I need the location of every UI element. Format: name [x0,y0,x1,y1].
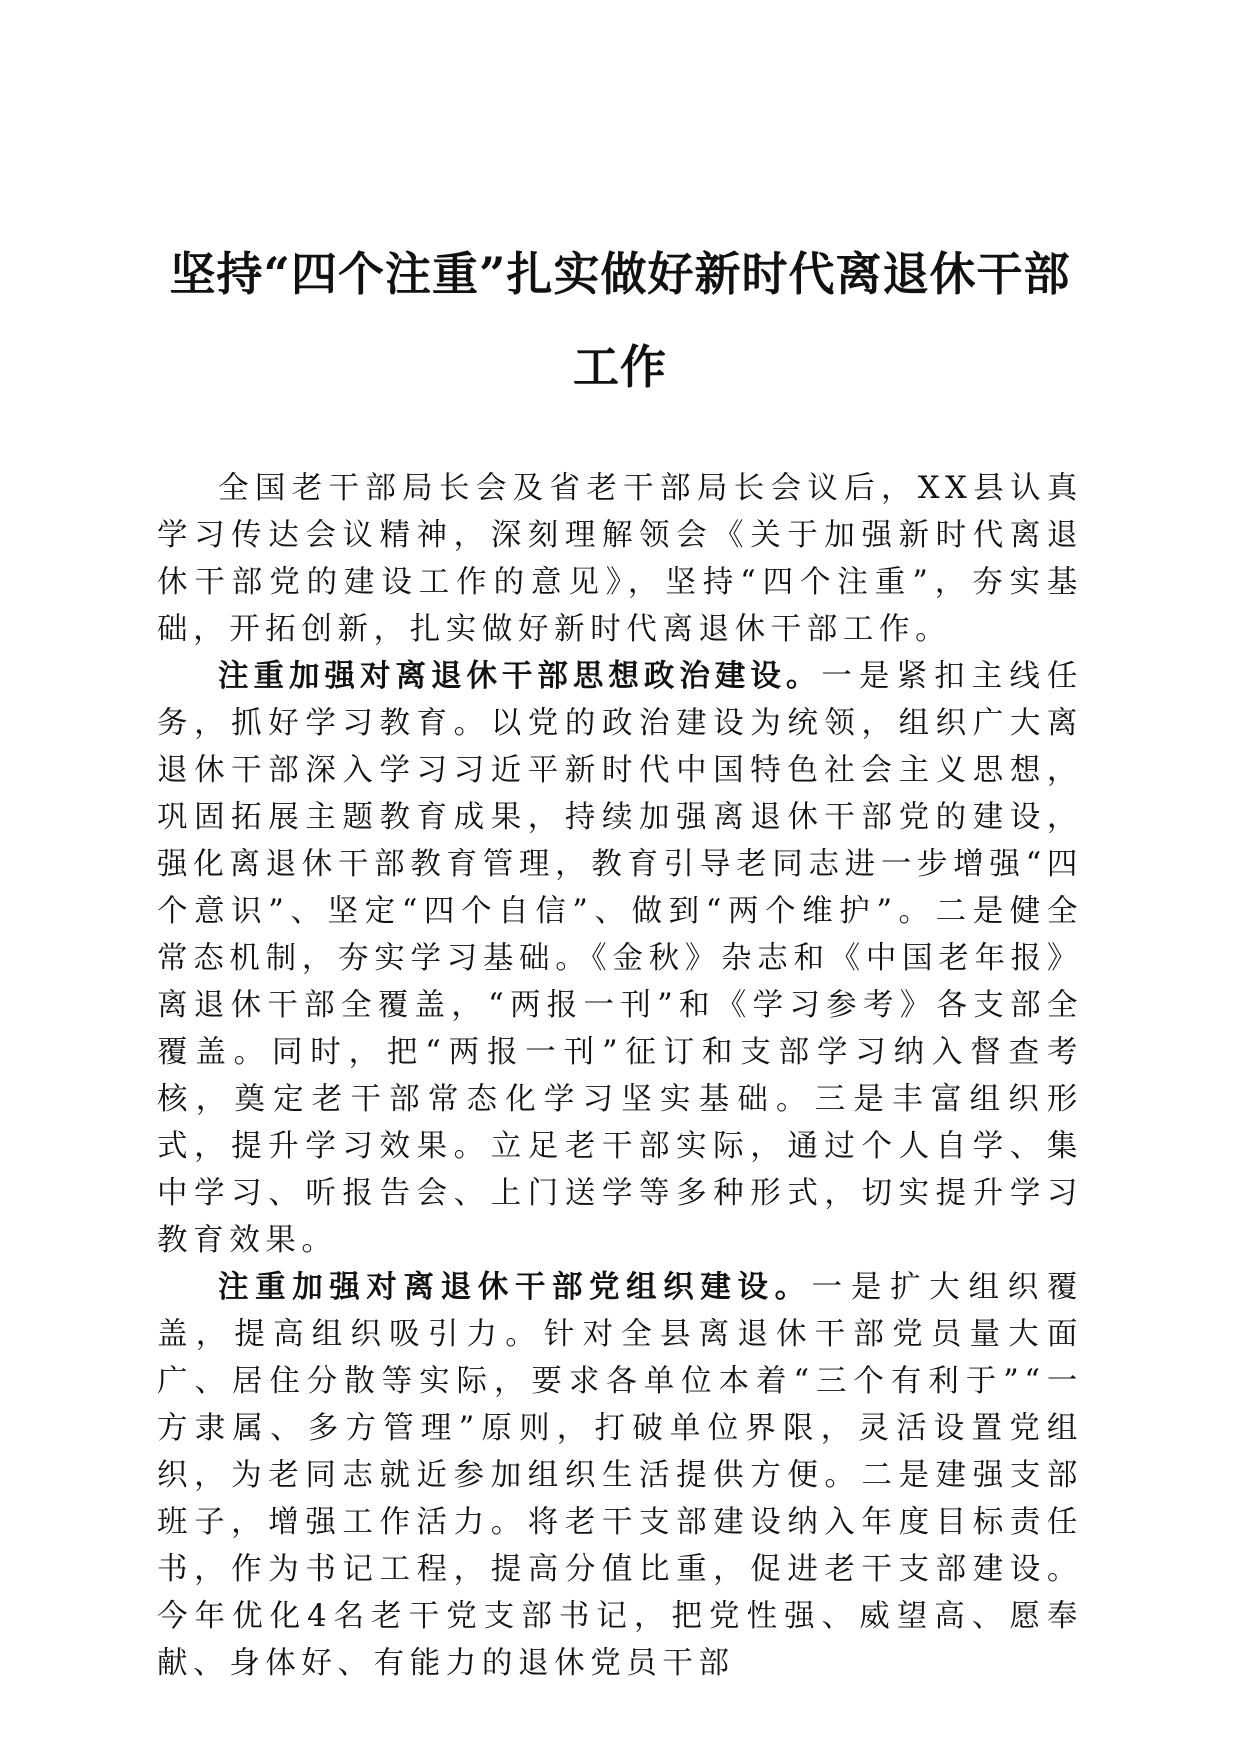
paragraph-lead: 注重加强对离退休干部党组织建设。 [218,1270,812,1305]
document-title: 坚持“四个注重”扎实做好新时代离退休干部工作 [169,247,1071,394]
paragraph-text: 一是紧扣主线任务，抓好学习教育。以党的政治建设为统领，组织广大离退休干部深入学习习近平新时代中国特色社会主义思想，巩固拓展主题教育成果，持续加强离退休干部党的建设，强化离退休干部教育管理，教育引导老同志进一步增强“四个意识”、坚定“四个自信”、做到“两个维护”。二是健全常态机制，夯实学习基础。《金秋》杂志和《中国老年报》离退休干部全覆盖，“两报一刊”和《学习参考》各支部全覆盖。同时，把“两报一刊”征订和支部学习纳入督查考核，奠定老干部常态化学习坚实基础。三是丰富组织形式，提升学习效果。立足老干部实际，通过个人自学、集中学习、听报告会、上门送学等多种形式，切实提升学习教育效果。 [157,659,1084,1258]
paragraph-intro [157,465,1083,653]
paragraph-political-building [157,653,1083,1264]
paragraph-text: 一是扩大组织覆盖，提高组织吸引力。针对全县离退休干部党员量大面广、居住分散等实际，要求各单位本着“三个有利于”“一方隶属、多方管理”原则，打破单位界限，灵活设置党组织，为老同志就近参加组织生活提供方便。二是建强支部班子，增强工作活力。将老干支部建设纳入年度目标责任书，作为书记工程，提高分值比重，促进老干支部建设。今年优化4名老干党支部书记，把党性强、威望高、愿奉献、身体好、有能力的退休党员干部 [157,1270,1083,1681]
paragraph-organization-building [157,1264,1083,1687]
paragraph-lead: 注重加强对离退休干部思想政治建设。 [218,659,822,694]
document-body [157,465,1083,1687]
paragraph-text: 全国老干部局长会及省老干部局长会议后，XX县认真学习传达会议精神，深刻理解领会《关于加强新时代离退休干部党的建设工作的意见》，坚持“四个注重”，夯实基础，开拓创新，扎实做好新时代离退休干部工作。 [157,471,1083,647]
